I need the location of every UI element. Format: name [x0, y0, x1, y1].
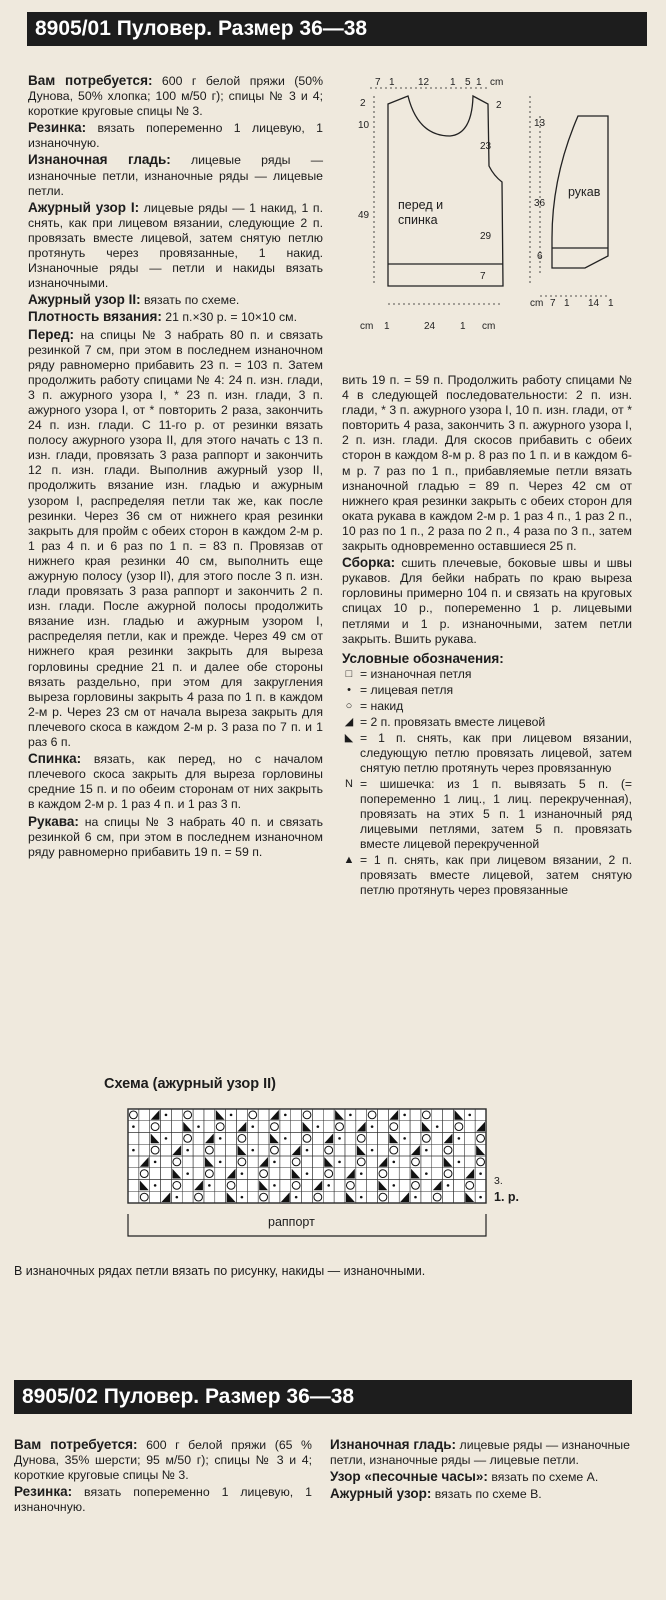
chart-row-1: 1. р. — [494, 1190, 520, 1204]
chart-knit — [306, 1149, 309, 1152]
sleeve-label: рукав — [568, 185, 601, 199]
dim-right-2: 23 — [480, 141, 492, 152]
para-materials: Вам потребуется: 600 г белой пряжи (50% Дунова, 50% хлопка; 100 м/50 г); спицы № 3 и 4; короткие круговые спицы № 3. — [28, 73, 324, 119]
chart-note: В изнаночных рядах петли вязать по рисунку, накиды — изнаночными. — [14, 1264, 426, 1278]
chart-title: Схема (ажурный узор II) — [104, 1076, 277, 1092]
legend-text: = 1 п. снять, как при лицевом вязании, 2 п. провязать вместе лицевой, затем снятую петлю протянуть через провязанные — [360, 852, 632, 897]
legend-item — [342, 731, 632, 776]
chart-knit — [425, 1149, 428, 1152]
chart-knit — [458, 1161, 461, 1164]
dim-right-4: 7 — [480, 271, 486, 282]
sleeve-bottom-cm: cm — [530, 298, 544, 309]
dim-bottom-3: 1 — [460, 321, 466, 332]
legend-item — [342, 777, 632, 852]
chart-knit — [360, 1172, 363, 1175]
dim-top-1: 7 — [375, 77, 381, 88]
chart-knit — [241, 1196, 244, 1199]
dim-bottom-cm2: cm — [482, 321, 496, 332]
chart-knit — [317, 1125, 320, 1128]
dim-right-3: 29 — [480, 231, 492, 242]
dim-left-1: 2 — [360, 98, 366, 109]
para-reverse-stockinette: Изнаночная гладь: лицевые ряды — изнаночные петли, изнаночные ряды — лицевые петли. — [28, 152, 323, 198]
chart-rapport-label: раппорт — [268, 1215, 315, 1229]
legend — [342, 667, 632, 898]
instructions-col1 — [28, 73, 323, 861]
sleeve-dim-3: 6 — [537, 251, 543, 262]
chart-knit — [251, 1125, 254, 1128]
chart-knit — [295, 1196, 298, 1199]
chart-knit — [468, 1114, 471, 1117]
chart-knit — [479, 1172, 482, 1175]
chart-knit — [371, 1149, 374, 1152]
legend-item — [342, 853, 632, 898]
page-title-part2: 8905/02 Пуловер. Размер 36—38 — [14, 1380, 632, 1414]
chart-knit — [197, 1125, 200, 1128]
dim-top-cm: cm — [490, 77, 504, 88]
legend-text: = 1 п. снять, как при лицевом вязании, следующую петлю провязать лицевой, затем снятую петлю протянуть через провязанную — [360, 730, 632, 775]
chart-knit — [447, 1184, 450, 1187]
chart-knit — [371, 1125, 374, 1128]
sleeve-bottom-4: 1 — [608, 298, 614, 309]
chart-row-3: 3. — [494, 1175, 503, 1187]
chart-knit — [338, 1161, 341, 1164]
para-gauge: Плотность вязания: 21 п.×30 р. = 10×10 см. — [28, 309, 297, 325]
piece-label: перед и спинка — [398, 198, 444, 227]
dim-right-1: 2 — [496, 100, 502, 111]
sleeve-bottom-1: 7 — [550, 298, 556, 309]
dim-bottom-cm: cm — [360, 321, 374, 332]
legend-symbol: N — [345, 777, 353, 790]
chart-knit — [176, 1196, 179, 1199]
chart-knit — [327, 1184, 330, 1187]
sleeve-dim-1: 13 — [534, 118, 546, 129]
instructions-col2 — [342, 373, 632, 899]
dim-bottom-2: 24 — [424, 321, 436, 332]
p2-rib: Резинка: вязать попеременно 1 лицевую, 1 изнаночную. — [14, 1484, 312, 1515]
chart-knit — [186, 1149, 189, 1152]
part2-col1 — [14, 1437, 312, 1516]
dim-top-4: 1 — [450, 77, 456, 88]
legend-item — [342, 715, 632, 730]
p2-reverse-stockinette: Изнаночная гладь: лицевые ряды — изнаночные петли, изнаночные ряды — лицевые петли. — [330, 1437, 630, 1468]
chart-knit — [403, 1137, 406, 1140]
chart-knit — [284, 1114, 287, 1117]
stitch-chart — [127, 1108, 487, 1204]
legend-title: Условные обозначения: — [342, 650, 504, 666]
chart-knit — [219, 1161, 222, 1164]
chart-knit — [338, 1137, 341, 1140]
para-assembly: Сборка: сшить плечевые, боковые швы и швы рукавов. Для бейки набрать по краю выреза горловины примерно 104 п. и связать на круговых спицах 10 р., попеременно 1 р. лицевыми петлями и 1 р. изнаночными, затем петли закрыть. Вшить рукава. — [342, 555, 632, 646]
legend-symbol: ○ — [345, 699, 353, 712]
p2-lace: Ажурный узор: вязать по схеме B. — [330, 1486, 542, 1502]
dim-top-5: 5 — [465, 77, 471, 88]
chart-knit — [392, 1161, 395, 1164]
sleeve-bottom-3: 14 — [588, 298, 600, 309]
chart-knit — [273, 1161, 276, 1164]
chart-knit — [403, 1114, 406, 1117]
legend-symbol: ▲ — [343, 853, 355, 866]
chart-knit — [436, 1125, 439, 1128]
legend-text: = изнаночная петля — [360, 666, 472, 681]
part2-col2 — [330, 1437, 630, 1503]
legend-symbol: ◢ — [344, 715, 354, 728]
legend-text: = 2 п. провязать вместе лицевой — [360, 714, 546, 729]
para-lace-1: Ажурный узор I: лицевые ряды — 1 накид, 1 п. снять, как при лицевом вязании, следующие 2 п. провязать вместе лицевой, затем снятую петлю протянуть через провязанные, 1 накид. Изнаночные ряды — петли и накиды вязать изнаночными. — [28, 199, 324, 291]
chart-knit — [425, 1172, 428, 1175]
chart-knit — [414, 1196, 417, 1199]
dim-top-3: 12 — [418, 77, 430, 88]
chart-knit — [165, 1114, 168, 1117]
chart-knit — [273, 1184, 276, 1187]
chart-knit — [154, 1161, 157, 1164]
garment-schematic — [340, 76, 640, 341]
chart-knit — [208, 1184, 211, 1187]
legend-text: = лицевая петля — [360, 682, 454, 697]
legend-symbol: □ — [345, 667, 353, 680]
para-lace-2: Ажурный узор II: вязать по схеме. — [28, 292, 240, 308]
chart-knit — [284, 1137, 287, 1140]
sleeve-bottom-2: 1 — [564, 298, 570, 309]
page-title-part1: 8905/01 Пуловер. Размер 36—38 — [27, 12, 647, 46]
chart-knit — [241, 1172, 244, 1175]
legend-item — [342, 683, 632, 698]
chart-knit — [132, 1125, 135, 1128]
dim-top-6: 1 — [476, 77, 482, 88]
p2-materials: Вам потребуется: 600 г белой пряжи (65 % Дунова, 35% шерсти; 95 м/50 г); спицы № 3 и 4; короткие круговые спицы № 3. — [14, 1437, 312, 1483]
chart-knit — [230, 1114, 233, 1117]
dim-left-3: 49 — [358, 210, 370, 221]
dim-top-2: 1 — [389, 77, 395, 88]
chart-knit — [251, 1149, 254, 1152]
sleeve-dim-2: 36 — [534, 198, 546, 209]
chart-knit — [306, 1172, 309, 1175]
chart-knit — [186, 1172, 189, 1175]
chart-knit — [165, 1137, 168, 1140]
legend-text: = накид — [360, 698, 404, 713]
para-sleeves-cont: вить 19 п. = 59 п. Продолжить работу спицами № 4 в следующей последовательности: 2 п. изн. глади, * 3 п. ажурного узора I, 10 п. изн. глади, от * повторить 4 раза, закончить 3 п. ажурного узора I, 2 п. изн. глади. Для скосов прибавить с обеих сторон в каждом 8-м р. 8 раз по 1 п. и в каждом 6-м р. 7 раз по 1 п., прибавляемые петли вязать изнаночной гладью = 89 п. Через 42 см от нижнего края резинки закрыть с обеих сторон для оката рукава в каждом 2-м р. 1 раз 4 п., 1 раз 2 п., 10 раз по 1 п., 2 раза по 2 п., 4 раза по 3 п., затем закрыть одновременно оставшиеся 25 п. — [342, 373, 632, 554]
p2-hourglass: Узор «песочные часы»: вязать по схеме A. — [330, 1469, 599, 1485]
chart-knit — [479, 1196, 482, 1199]
dim-left-2: 10 — [358, 120, 370, 131]
para-back: Спинка: вязать, как перед, но с началом плечевого скоса закрыть для выреза горловины средние 15 п. и по обеим сторонам от них закрыть в каждом 2-м р. 1 раз 4 п. и 1 раз 3 п. — [28, 751, 323, 812]
legend-item — [342, 699, 632, 714]
chart-knit — [132, 1149, 135, 1152]
chart-knit — [458, 1137, 461, 1140]
chart-knit — [360, 1196, 363, 1199]
chart-knit — [154, 1184, 157, 1187]
para-front: Перед: на спицы № 3 набрать 80 п. и связать резинкой 7 см, при этом в последнем изнаночном ряду равномерно прибавить 23 п. = 103 п. Затем продолжить работу спицами № 4: 24 п. изн. глади, 3 п. ажурного узора I, * 23 п. изн. глади, 3 п. ажурного узора I, от * повторить 2 раза, закончить 24 п. изн. глади. С 11-го р. от резинки вязать полосу ажурного узора II, для этого начать с 13 п. изн. глади, провязать 3 раза раппорт и закончить 12 п. изн. глади. Выполнив ажурный узор II, продолжить вязание изн. гладью и ажурным узором I, распределяя петли так же, как после резинки. Через 36 см от нижнего края резинки закрыть для пройм с обеих сторон в каждом 2-м р. 1 раз 4 п. и 6 раз по 1 п. = 83 п. Провязав от нижнего края резинки 40 см, выполнить еще ажурную полосу (узор II), для этого после 3 п. изн. глади провязать 3 раза раппорт и закончить 2 п. изн. глади. После ажурной полосы продолжить вязание изн. гладью и ажурным узором I, распределяя петли, как и прежде. Через 49 см от нижнего края резинки закрыть для выреза горловины средние 21 п. и далее обе стороны вязать раздельно, при этом для закругления выреза горловины закрыть 4 раза по 1 п. в каждом 2-м р. Через 23 см от начала выреза закрыть для плечевого скоса в каждом 2-м р. 3 раза по 7 п. и 1 раз 6 п. — [28, 326, 323, 750]
legend-text: = шишечка: из 1 п. вывязать 5 п. (= попеременно 1 лиц., 1 лиц. перекрученная), провязать на этих 5 п. 1 изнаночный ряд лицевыми петлями, затем 5 п. провязать вместе лицевой перекрученной — [360, 776, 632, 851]
legend-symbol: • — [347, 683, 351, 696]
legend-item — [342, 667, 632, 682]
chart-knit — [349, 1114, 352, 1117]
legend-symbol: ◣ — [344, 731, 354, 744]
chart-knit — [219, 1137, 222, 1140]
dim-bottom-1: 1 — [384, 321, 390, 332]
chart-knit — [392, 1184, 395, 1187]
para-rib: Резинка: вязать попеременно 1 лицевую, 1 изнаночную. — [28, 120, 323, 151]
para-sleeves: Рукава: на спицы № 3 набрать 40 п. и связать резинкой 6 см, при этом в последнем изнаночном ряду равномерно прибавить 19 п. = 59 п. — [28, 813, 323, 859]
